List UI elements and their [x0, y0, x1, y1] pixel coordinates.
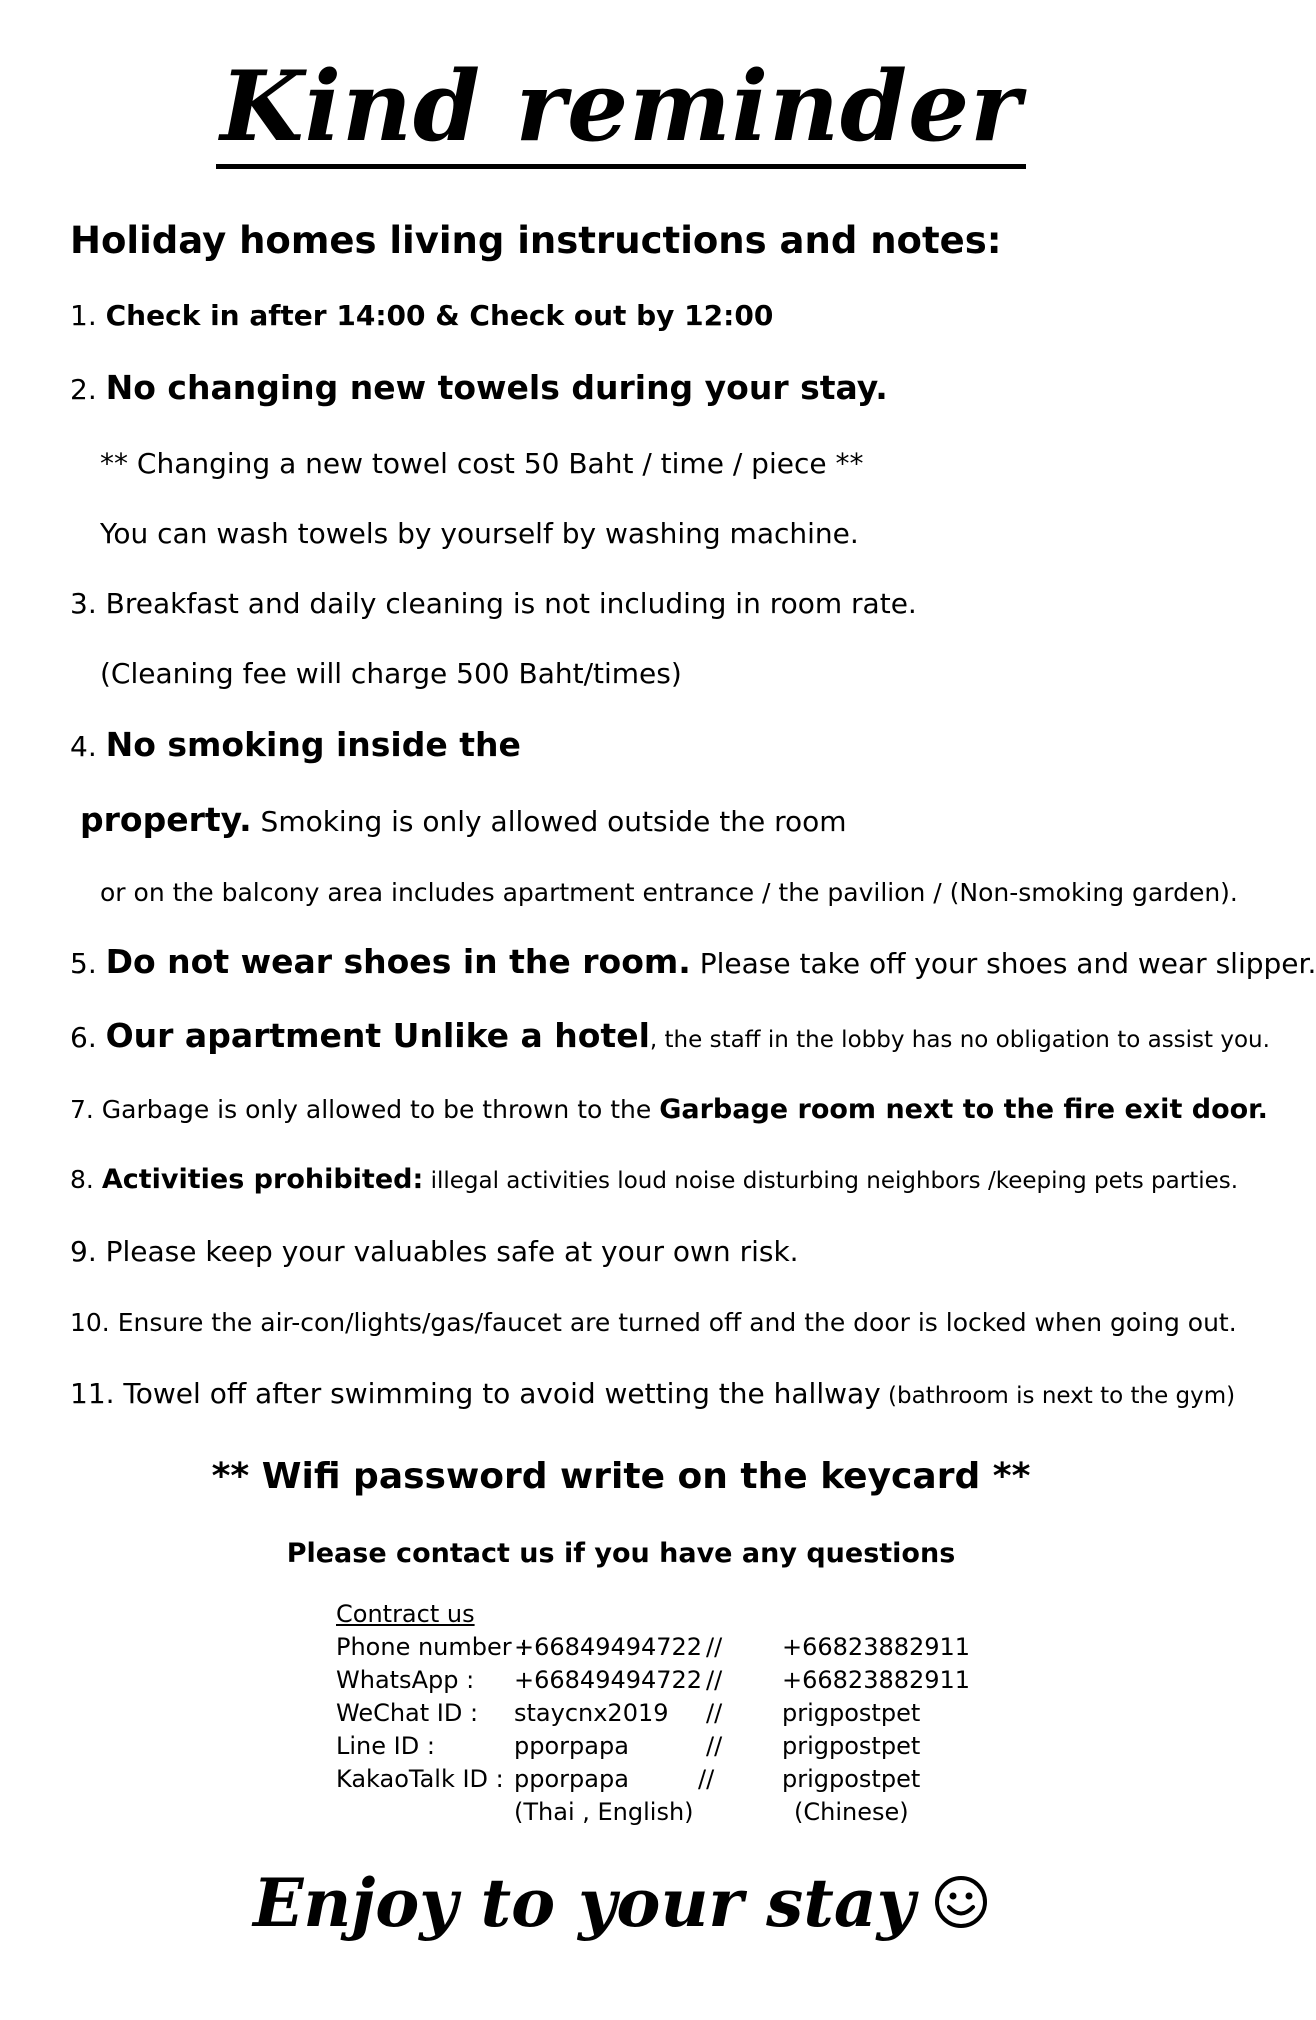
item-10: 10. Ensure the air-con/lights/gas/faucet are turned off and the door is locked when going out.	[70, 1308, 1237, 1337]
item-1: 1. Check in after 14:00 & Check out by 12:00	[70, 299, 774, 332]
language-note: (Thai , English)	[514, 1798, 694, 1826]
item-11: 11. Towel off after swimming to avoid wetting the hallway (bathroom is next to the gym)	[70, 1377, 1236, 1410]
item-2-note-1: ** Changing a new towel cost 50 Baht / time / piece **	[100, 447, 864, 480]
title	[0, 52, 1242, 169]
language-note: (Chinese)	[794, 1798, 909, 1826]
item-3: 3. Breakfast and daily cleaning is not including in room rate.	[70, 587, 917, 620]
instructions-heading: Holiday homes living instructions and notes:	[70, 219, 1002, 262]
contact-label: KakaoTalk ID :	[336, 1765, 504, 1793]
item-7: 7. Garbage is only allowed to be thrown to the Garbage room next to the fire exit door.	[70, 1094, 1268, 1125]
contact-value: prigpostpet	[782, 1699, 921, 1727]
contact-value: +66849494722	[514, 1633, 703, 1661]
contact-label: Phone number :	[336, 1633, 528, 1661]
footer-text: Enjoy to your stay	[253, 1864, 915, 1942]
item-2: 2. No changing new towels during your stay.	[70, 368, 888, 407]
contact-value: +66823882911	[782, 1633, 971, 1661]
item-2-note-2: You can wash towels by yourself by washing machine.	[100, 517, 859, 550]
item-4-note: or on the balcony area includes apartment entrance / the pavilion / (Non-smoking garden).	[100, 878, 1238, 907]
contact-separator: //	[706, 1666, 723, 1694]
item-8: 8. Activities prohibited: illegal activities loud noise disturbing neighbors /keeping pets parties.	[70, 1164, 1239, 1195]
contact-label: WhatsApp :	[336, 1666, 475, 1694]
item-4: 4. No smoking inside the	[70, 725, 521, 764]
contact-value: pporpapa	[514, 1732, 629, 1760]
item-5: 5. Do not wear shoes in the room. Please take off your shoes and wear slipper.	[70, 942, 1316, 981]
contact-value: prigpostpet	[782, 1732, 921, 1760]
contact-value: prigpostpet	[782, 1765, 921, 1793]
contact-separator: //	[706, 1633, 723, 1661]
contact-prompt: Please contact us if you have any questions	[286, 1538, 956, 1569]
item-6: 6. Our apartment Unlike a hotel, the staff in the lobby has no obligation to assist you.	[70, 1016, 1270, 1055]
contact-value: +66823882911	[782, 1666, 971, 1694]
item-9: 9. Please keep your valuables safe at your own risk.	[70, 1235, 799, 1268]
contact-separator: //	[706, 1732, 723, 1760]
contact-separator: //	[698, 1765, 715, 1793]
contact-value: staycnx2019	[514, 1699, 669, 1727]
item-3-note: (Cleaning fee will charge 500 Baht/times)	[100, 657, 682, 690]
contact-label: Line ID :	[336, 1732, 435, 1760]
item-4-continued: property. Smoking is only allowed outside the room	[80, 800, 847, 839]
contact-title: Contract us	[336, 1600, 475, 1628]
contact-value: pporpapa	[514, 1765, 629, 1793]
smiley-face-icon	[933, 1874, 989, 1930]
contact-separator: //	[706, 1699, 723, 1727]
contact-value: +66849494722	[514, 1666, 703, 1694]
title-text: Kind reminder	[216, 52, 1026, 169]
footer-message	[0, 1858, 1242, 1948]
wifi-note: ** Wifi password write on the keycard **	[211, 1456, 1031, 1497]
contact-label: WeChat ID :	[336, 1699, 479, 1727]
